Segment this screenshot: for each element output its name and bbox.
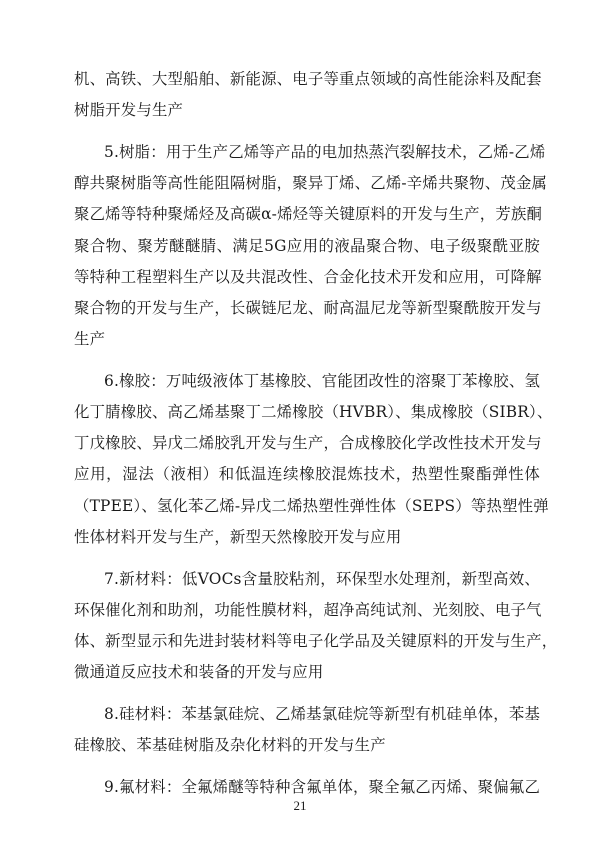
text-line: 机、高铁、大型船舶、新能源、电子等重点领域的高性能涂料及配套 (74, 70, 542, 88)
text-line: 聚乙烯等特种聚烯烃及高碳α-烯烃等关键原料的开发与生产，芳族酮 (74, 205, 543, 224)
text-line: 生产 (74, 330, 106, 349)
paragraph (74, 64, 540, 126)
text-line: 聚合物、聚芳醚醚腈、满足5G应用的液晶聚合物、电子级聚酰亚胺 (74, 236, 540, 255)
paragraph (74, 699, 540, 761)
paragraph (74, 564, 558, 689)
text-line: 7.新材料：低VOCs含量胶粘剂，环保型水处理剂，新型高效、 (104, 569, 540, 588)
body-text (74, 64, 558, 803)
text-line: （TPEE）、氢化苯乙烯-异戊二烯热塑性弹性体（SEPS）等热塑性弹 (74, 496, 549, 515)
text-line: 环保催化剂和助剂，功能性膜材料，超净高纯试剂、光刻胶、电子气 (74, 600, 542, 619)
text-line: 丁戊橡胶、异戊二烯胶乳开发与生产，合成橡胶化学改性技术开发与 (74, 434, 542, 453)
text-line: 微通道反应技术和装备的开发与应用 (74, 663, 324, 682)
page-number: 21 (293, 798, 307, 813)
text-line: 9.氟材料：全氟烯醚等特种含氟单体，聚全氟乙丙烯、聚偏氟乙 (104, 777, 541, 796)
paragraph (74, 366, 553, 553)
text-line: 性体材料开发与生产，新型天然橡胶开发与应用 (74, 527, 402, 546)
text-line: 醇共聚树脂等高性能阻隔树脂，聚异丁烯、乙烯-辛烯共聚物、茂金属 (74, 174, 548, 193)
text-line: 硅橡胶、苯基硅树脂及杂化材料的开发与生产 (74, 736, 386, 755)
text-line: 化丁腈橡胶、高乙烯基聚丁二烯橡胶（HVBR）、集成橡胶（SIBR）、 (74, 403, 553, 422)
text-line: 等特种工程塑料生产以及共混改性、合金化技术开发和应用，可降解 (74, 267, 542, 286)
text-line: 5.树脂：用于生产乙烯等产品的电加热蒸汽裂解技术，乙烯-乙烯 (104, 142, 546, 161)
text-line: 聚合物的开发与生产，长碳链尼龙、耐高温尼龙等新型聚酰胺开发与 (74, 298, 542, 317)
text-line: 应用，湿法（液相）和低温连续橡胶混炼技术，热塑性聚酯弹性体 (74, 465, 540, 484)
text-line: 8.硅材料：苯基氯硅烷、乙烯基氯硅烷等新型有机硅单体，苯基 (104, 704, 541, 723)
text-line: 树脂开发与生产 (74, 101, 184, 120)
text-line: 6.橡胶：万吨级液体丁基橡胶、官能团改性的溶聚丁苯橡胶、氢 (104, 371, 541, 390)
text-line: 体、新型显示和先进封装材料等电子化学品及关键原料的开发与生产， (74, 631, 558, 650)
paragraph (74, 137, 548, 355)
